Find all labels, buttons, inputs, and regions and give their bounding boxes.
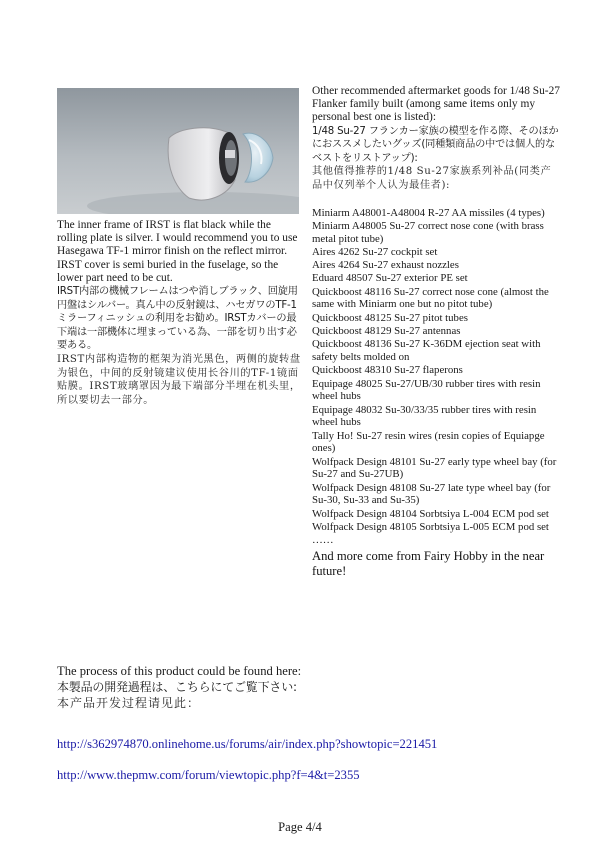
list-item: Quickboost 48116 Su-27 correct nose cone (almost the same with Miniarm one but no pitot tube): [312, 285, 549, 311]
process-heading-jp: 本製品の開発過程は、こちらにてご覧下さい:: [57, 680, 297, 694]
list-item: Quickboost 48129 Su-27 antennas: [312, 325, 461, 338]
forum-link-thepmw[interactable]: http://www.thepmw.com/forum/viewtopic.php?f=4&t=2355: [57, 768, 360, 782]
list-item: Quickboost 48310 Su-27 flaperons: [312, 364, 463, 377]
process-heading-en: The process of this product could be found here:: [57, 664, 302, 678]
irst-description-cn: IRST内部构造物的框架为消光黑色，两侧的旋转盘为银色，中间的反射镜建议使用长谷川的TF-1镜面贴膜。IRST玻璃罩因为最下端部分半埋在机头里，所以要切去一部分。: [57, 353, 301, 406]
irst-photo: [57, 88, 299, 214]
list-item: Equipage 48032 Su-30/33/35 rubber tires with resin wheel hubs: [312, 403, 537, 429]
list-item: Wolfpack Design 48104 Sorbtsiya L-004 ECM pod set: [312, 507, 549, 520]
list-item: Tally Ho! Su-27 resin wires (resin copies of Equiapge ones): [312, 429, 545, 455]
list-item: Wolfpack Design 48105 Sorbtsiya L-005 ECM pod set: [312, 520, 549, 533]
aftermarket-list: [312, 207, 562, 547]
page-number: Page 4/4: [278, 820, 322, 834]
list-item: ……: [312, 534, 334, 547]
left-column: [57, 219, 301, 407]
list-item: Aires 4264 Su-27 exhaust nozzles: [312, 259, 459, 272]
process-section: [57, 664, 557, 711]
closing-note: And more come from Fairy Hobby in the near future!: [312, 548, 545, 578]
list-item: Eduard 48507 Su-27 exterior PE set: [312, 272, 468, 285]
list-item: Quickboost 48125 Su-27 pitot tubes: [312, 311, 468, 324]
list-item: Miniarm A48001-A48004 R-27 AA missiles (4 types): [312, 206, 545, 219]
forum-link-onlinehome[interactable]: http://s362974870.onlinehome.us/forums/air/index.php?showtopic=221451: [57, 737, 438, 751]
recommended-intro-jp: 1/48 Su-27 フランカー家族の模型を作る際、そのほかにおススメしたいグッズ(同種類商品の中では個人的なベストをリストアップ):: [312, 125, 559, 164]
process-heading-cn: 本产品开发过程请见此：: [57, 696, 201, 710]
irst-part-icon: [57, 88, 299, 214]
list-item: Quickboost 48136 Su-27 K-36DM ejection seat with safety belts molded on: [312, 338, 541, 364]
right-column: [312, 85, 562, 579]
list-item: Equipage 48025 Su-27/UB/30 rubber tires with resin wheel hubs: [312, 377, 541, 403]
recommended-intro-en: Other recommended aftermarket goods for 1/48 Su-27 Flanker family built (among same items only my personal best one is listed):: [312, 85, 560, 124]
irst-description-jp: IRST内部の機械フレームはつや消しブラック、回旋用円盤はシルバー。真ん中の反射鏡は、ハセガワのTF-1ミラーフィニッシュの利用をお勧め。IRSTカバーの最下端は一部機体に埋まっている為、一部を切り出す必要ある。: [57, 286, 298, 352]
list-item: Wolfpack Design 48108 Su-27 late type wheel bay (for Su-30, Su-33 and Su-35): [312, 481, 551, 507]
list-item: Miniarm A48005 Su-27 correct nose cone (with brass metal pitot tube): [312, 219, 544, 245]
list-item: Aires 4262 Su-27 cockpit set: [312, 245, 438, 258]
recommended-intro-cn: 其他值得推荐的1/48 Su-27家族系列补品(同类产品中仅列举个人认为最佳者):: [312, 166, 552, 191]
irst-description-en: The inner frame of IRST is flat black while the rolling plate is silver. I would recommend you to use Hasegawa TF-1 mirror finish on the reflect mirror. IRST cover is semi buried in the fuselage, so the lower part need to be cut.: [57, 219, 298, 284]
list-item: Wolfpack Design 48101 Su-27 early type wheel bay (for Su-27 and Su-27UB): [312, 455, 557, 481]
